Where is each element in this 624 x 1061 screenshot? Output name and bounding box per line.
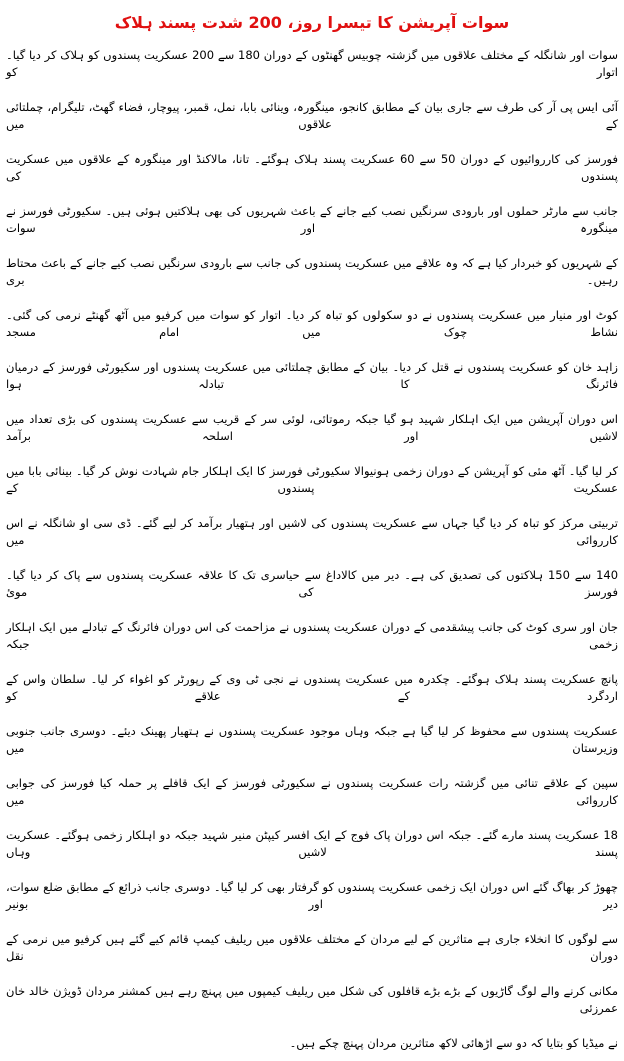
article-body — [6, 38, 618, 1061]
article-line: کر لیا گیا۔ آٹھ مئی کو آپریشن کے دوران زخمی ہونیوالا سکیورٹی فورسز کا ایک اہلکار جام شہادت نوش کر گیا۔ بینائی بابا میں عسکریت پسندوں کے — [6, 464, 618, 495]
article-line: پانچ عسکریت پسند ہلاک ہوگئے۔ چکدرہ میں عسکریت پسندوں نے نجی ٹی وی کے رپورٹر کو اغواء کر لیا۔ سلطان واس کے اردگرد کے علاقے کو — [6, 672, 618, 703]
article-line: مکانی کرنے والے لوگ گاڑیوں کے بڑے بڑے قافلوں کی شکل میں ریلیف کیمپوں میں پہنچ رہے ہیں کمشنر مردان ڈویژن خالد خان عمرزئی — [6, 984, 618, 1015]
article-line: کے شہریوں کو خبردار کیا ہے کہ وہ علاقے میں عسکریت پسندوں کی جانب سے بارودی سرنگیں نصب کیے جانے کے باعث محتاط رہیں۔ بری — [6, 256, 618, 287]
article-line: سپین کے علاقے تنائی میں گزشتہ رات عسکریت پسندوں نے سکیورٹی فورسز کے ایک قافلے پر حملہ کیا فورسز کی جوابی کارروائی میں — [6, 776, 618, 807]
article-line: زاہد خان کو عسکریت پسندوں نے قتل کر دیا۔ بیان کے مطابق چملتائی میں عسکریت پسندوں اور سکیورٹی فورسز کے درمیان فائرنگ کا تبادلہ ہوا — [6, 360, 618, 391]
article-line: جانب سے مارٹر حملوں اور بارودی سرنگیں نصب کیے جانے کے باعث شہریوں کی بھی ہلاکتیں ہوئی ہیں۔ سکیورٹی فورسز نے مینگورہ اور سوات — [6, 204, 618, 235]
article-line: عسکریت پسندوں سے محفوظ کر لیا گیا ہے جبکہ وہاں موجود عسکریت پسندوں نے ہتھیار پھینک دیئے۔ دوسری جانب جنوبی وزیرستان میں — [6, 724, 618, 755]
news-article — [0, 8, 624, 1061]
article-line: سوات اور شانگلہ کے مختلف علاقوں میں گزشتہ چوبیس گھنٹوں کے دوران 180 سے 200 عسکریت پسندوں کو ہلاک کر دیا گیا۔ اتوار کو — [6, 48, 619, 79]
article-line: آئی ایس پی آر کی طرف سے جاری بیان کے مطابق کانجو، مینگورہ، وینائی بابا، نمل، قمبر، پیوچار، فضاء گھٹ، تلیگرام، چملتائی کے علاقوں میں — [6, 100, 618, 131]
article-line: تربیتی مرکز کو تباہ کر دیا گیا جہاں سے عسکریت پسندوں کی لاشیں اور ہتھیار برآمد کر لیے گئے۔ ڈی سی او شانگلہ نے اس کارروائی میں — [6, 516, 618, 547]
article-line: کوٹ اور منیار میں عسکریت پسندوں نے دو سکولوں کو تباہ کر دیا۔ اتوار کو سوات میں کرفیو میں آٹھ گھنٹے نرمی کی گئی۔ نشاط چوک میں امام مسجد — [6, 308, 618, 339]
article-line: نے میڈیا کو بتایا کہ دو سے اڑھائی لاکھ متاثرین مردان پہنچ چکے ہیں۔ — [289, 1036, 618, 1050]
article-title: سوات آپریشن کا تیسرا روز، 200 شدت پسند ہلاک — [114, 13, 510, 32]
article-line: سے لوگوں کا انخلاء جاری ہے متاثرین کے لیے مردان کے مختلف علاقوں میں ریلیف کیمپ قائم کیے گئے ہیں کرفیو میں نرمی کے دوران نقل — [6, 932, 618, 963]
article-line: 140 سے 150 ہلاکتوں کی تصدیق کی ہے۔ دیر میں کالاداغ سے حیاسری تک کا علاقہ عسکریت پسندوں سے پاک کر دیا گیا۔ فورسز کی موئ — [6, 568, 619, 599]
article-line: چھوڑ کر بھاگ گئے اس دوران ایک زخمی عسکریت پسندوں کو گرفتار بھی کر لیا گیا۔ دوسری جانب ذرائع کے مطابق ضلع سوات، دیر اور بونیر — [6, 880, 618, 911]
article-line: جان اور سری کوٹ کی جانب پیشقدمی کے دوران عسکریت پسندوں نے مزاحمت کی اس دوران فائرنگ کے تبادلے میں ایک اہلکار زخمی جبکہ — [6, 620, 618, 651]
article-line: 18 عسکریت پسند مارے گئے۔ جبکہ اس دوران پاک فوج کے ایک افسر کیپٹن منیر شہید جبکہ دو اہلکار زخمی ہوگئے۔ عسکریت پسند لاشیں وہاں — [6, 828, 618, 859]
article-line: اس دوران آپریشن میں ایک اہلکار شہید ہو گیا جبکہ رموتائی، لوئی سر کے قریب سے عسکریت پسندوں کی بڑی تعداد میں لاشیں اور اسلحہ برآمد — [6, 412, 618, 443]
article-line: فورسز کی کارروائیوں کے دوران 50 سے 60 عسکریت پسند ہلاک ہوگئے۔ تانا، مالاکنڈ اور مینگورہ کے علاقوں میں عسکریت پسندوں کی — [6, 152, 618, 183]
